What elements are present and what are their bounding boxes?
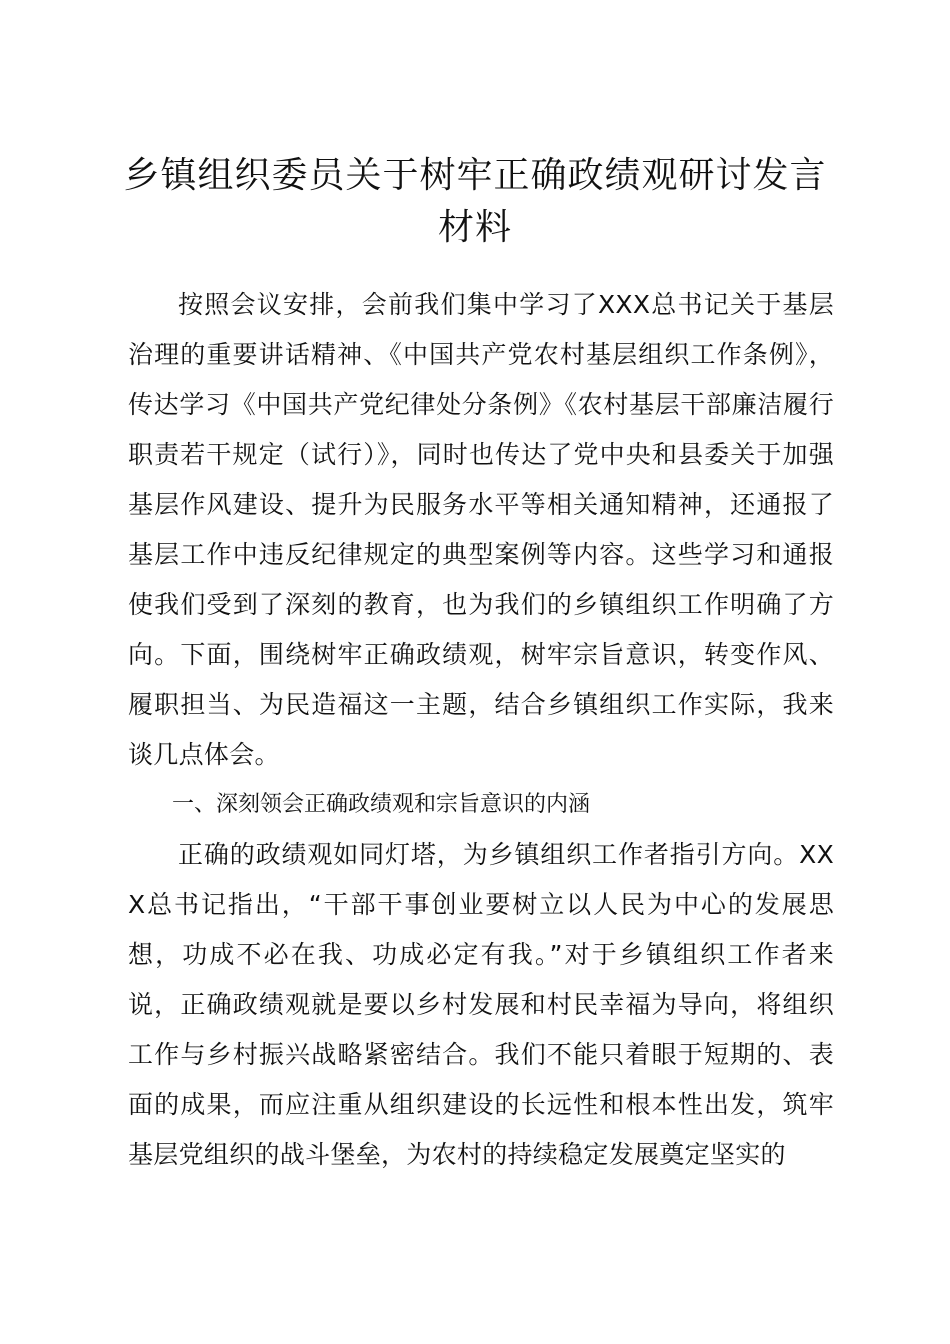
document-body — [128, 280, 834, 1180]
intro-paragraph: 按照会议安排，会前我们集中学习了XXX总书记关于基层治理的重要讲话精神、《中国共产党农村基层组织工作条例》，传达学习《中国共产党纪律处分条例》《农村基层干部廉洁履行职责若干规定（试行）》，同时也传达了党中央和县委关于加强基层作风建设、提升为民服务水平等相关通知精神，还通报了基层工作中违反纪律规定的典型案例等内容。这些学习和通报使我们受到了深刻的教育，也为我们的乡镇组织工作明确了方向。下面，围绕树牢正确政绩观，树牢宗旨意识，转变作风、履职担当、为民造福这一主题，结合乡镇组织工作实际，我来谈几点体会。 — [128, 290, 834, 769]
document-title: 乡镇组织委员关于树牢正确政绩观研讨发言材料 — [123, 155, 827, 248]
section-paragraph: 正确的政绩观如同灯塔，为乡镇组织工作者指引方向。XXX总书记指出，“干部干事创业要树立以人民为中心的发展思想，功成不必在我、功成必定有我。”对于乡镇组织工作者来说，正确政绩观就是要以乡村发展和村民幸福为导向，将组织工作与乡村振兴战略紧密结合。我们不能只着眼于短期的、表面的成果，而应注重从组织建设的长远性和根本性出发，筑牢基层党组织的战斗堡垒，为农村的持续稳定发展奠定坚实的 — [128, 840, 834, 1169]
section-heading: 一、深刻领会正确政绩观和宗旨意识的内涵 — [172, 792, 591, 817]
